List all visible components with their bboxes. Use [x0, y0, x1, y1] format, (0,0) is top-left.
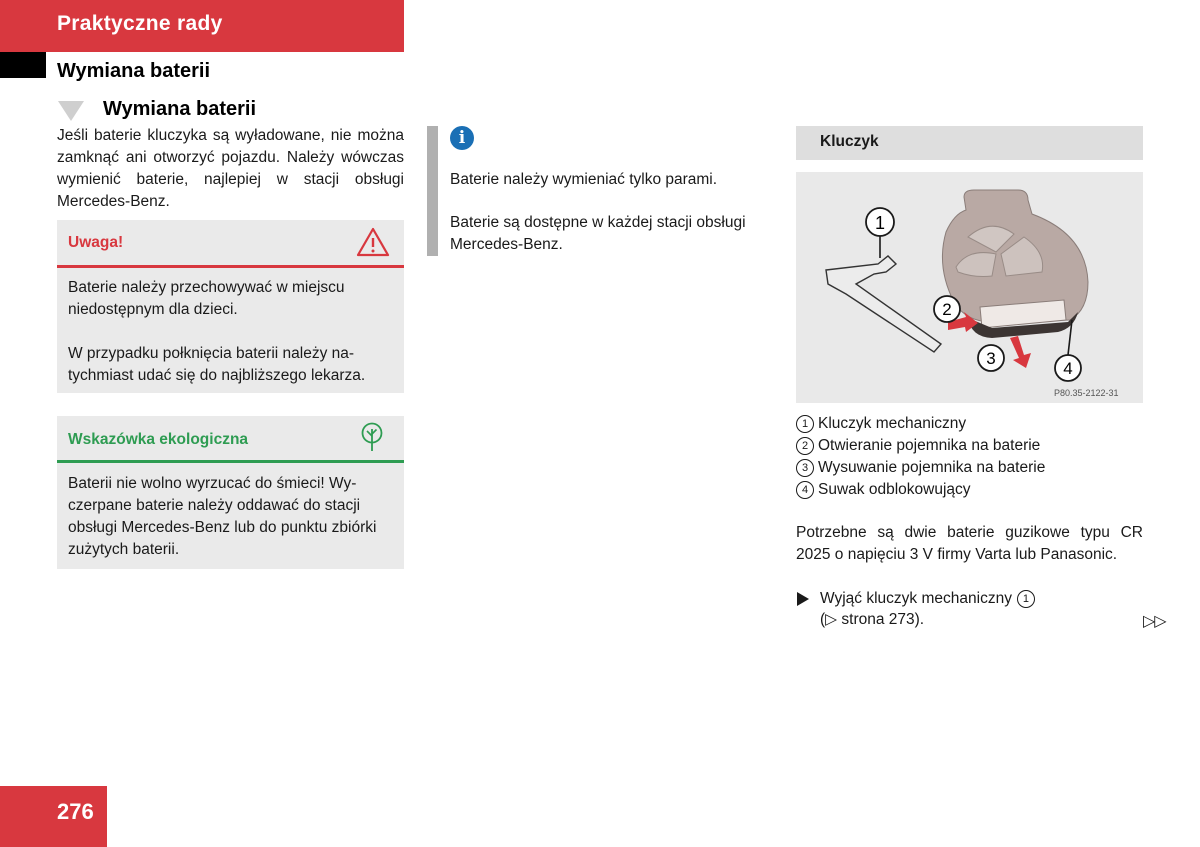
warning-text-2a: W przypadku połknięcia baterii należy na- [68, 345, 355, 362]
figure-callout-1: 1 [874, 213, 886, 233]
info-text-2: Baterie są dostępne w każdej stacji obsługi Mercedes-Benz. [450, 214, 746, 253]
step-page-ref[interactable]: (▷ strona 273). [820, 611, 925, 628]
subsection-title: Wymiana baterii [103, 98, 257, 120]
step-line [820, 588, 1039, 610]
page-number: 276 [57, 799, 94, 824]
legend-item [796, 413, 966, 435]
subsection-triangle-icon [58, 101, 84, 121]
legend-item [796, 457, 1045, 479]
eco-text-1: Baterii nie wolno wyrzucać do śmieci! Wy- [68, 475, 357, 492]
warning-triangle-icon [356, 226, 390, 258]
warning-rule [57, 265, 404, 268]
warning-text-2b: tychmiast udać się do najbliższego lekarza. [68, 367, 366, 384]
info-bar [427, 126, 438, 256]
legend-number: 4 [796, 481, 814, 499]
legend-number: 2 [796, 437, 814, 455]
eco-text-2: czerpane baterie należy oddawać do stacji [68, 497, 361, 514]
legend-label: Wysuwanie pojemnika na baterie [818, 459, 1046, 476]
section-marker [0, 52, 46, 78]
continue-marker: ▷▷ [1143, 613, 1166, 630]
info-icon: i [450, 126, 474, 150]
figure-code: P80.35-2122-31 [1054, 388, 1119, 398]
tree-icon [360, 421, 384, 453]
warning-title: Uwaga! [68, 234, 124, 251]
legend-number: 1 [796, 415, 814, 433]
legend-number: 3 [796, 459, 814, 477]
eco-rule [57, 460, 404, 463]
intro-paragraph: Jeśli baterie kluczyka są wyładowane, nie można zamknąć ani otworzyć pojazdu. Należy wówczas wymienić baterie, najlepiej w stacji obsługi Mercedes-Benz. [57, 127, 404, 210]
step-text: Wyjąć kluczyk mechaniczny [820, 590, 1012, 607]
eco-title: Wskazówka ekologiczna [68, 431, 249, 448]
legend-item [796, 479, 971, 501]
key-illustration [796, 172, 1143, 403]
section-title: Wymiana baterii [57, 60, 211, 82]
legend-item [796, 435, 1040, 457]
step-arrow-icon [797, 592, 809, 606]
legend-label: Suwak odblokowujący [818, 481, 971, 498]
legend-label: Kluczyk mechaniczny [818, 415, 967, 432]
battery-note: Potrzebne są dwie baterie guzikowe typu CR 2025 o napięciu 3 V firmy Varta lub Panasonic. [796, 524, 1143, 563]
info-text-1: Baterie należy wymieniać tylko parami. [450, 171, 718, 188]
eco-text-4: zużytych baterii. [68, 541, 180, 558]
figure-callout-3: 3 [986, 349, 996, 368]
warning-text-1: Baterie należy przechowywać w miejscu niedostępnym dla dzieci. [68, 279, 345, 318]
figure-caption: Kluczyk [820, 133, 879, 150]
legend-label: Otwieranie pojemnika na baterie [818, 437, 1041, 454]
eco-text-3: obsługi Mercedes-Benz lub do punktu zbiórki [68, 519, 377, 536]
step-number: 1 [1017, 590, 1035, 608]
figure-callout-4: 4 [1063, 359, 1073, 378]
chapter-title: Praktyczne rady [57, 12, 223, 35]
figure-callout-2: 2 [942, 300, 952, 319]
